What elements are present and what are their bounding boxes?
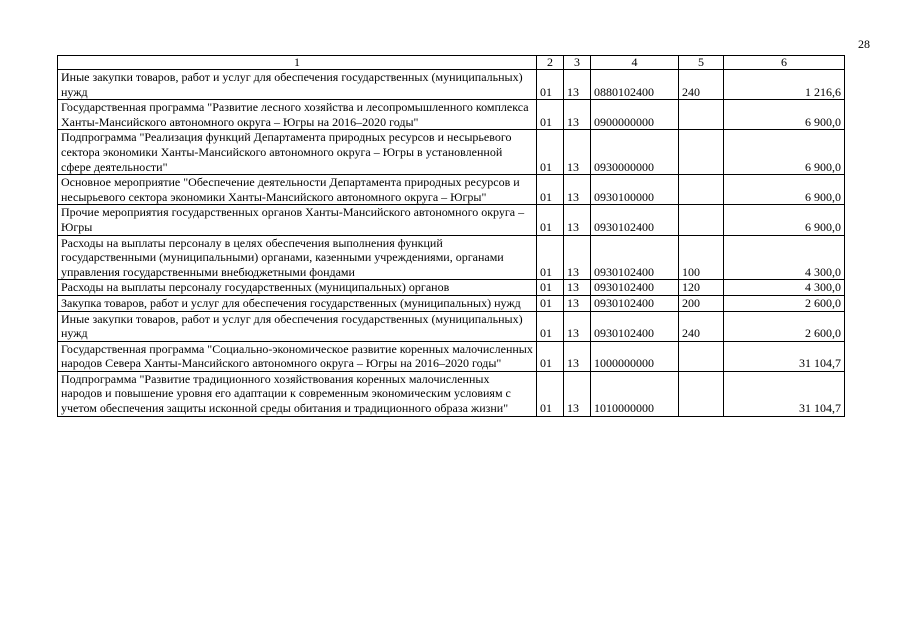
row-section: 01 [537,371,564,416]
row-name: Основное мероприятие "Обеспечение деятельности Департамента природных ресурсов и несырьевого сектора экономики Ханты-Мансийского автономного округа – Югры" [58,175,537,205]
row-amount: 6 900,0 [724,130,845,175]
row-name: Прочие мероприятия государственных органов Ханты-Мансийского автономного округа – Югры [58,205,537,235]
row-expense-type [679,341,724,371]
row-expense-type [679,175,724,205]
row-amount: 6 900,0 [724,175,845,205]
row-name: Иные закупки товаров, работ и услуг для обеспечения государственных (муниципальных) нужд [58,311,537,341]
row-amount: 6 900,0 [724,205,845,235]
row-subsection: 13 [564,235,591,280]
row-subsection: 13 [564,175,591,205]
table-row [58,175,845,205]
row-expense-type: 200 [679,295,724,311]
row-amount: 31 104,7 [724,371,845,416]
row-subsection: 13 [564,341,591,371]
row-target: 0930000000 [591,130,679,175]
table-row [58,100,845,130]
row-subsection: 13 [564,205,591,235]
table-row [58,205,845,235]
row-amount: 6 900,0 [724,100,845,130]
row-section: 01 [537,280,564,296]
header-row [58,56,845,70]
row-amount: 31 104,7 [724,341,845,371]
row-name: Расходы на выплаты персоналу в целях обеспечения выполнения функций государственными (муниципальными) органами, казенными учреждениями, органами управления государственными внебюджетными фондами [58,235,537,280]
row-name: Подпрограмма "Реализация функций Департамента природных ресурсов и несырьевого сектора экономики Ханты-Мансийского автономного округа – Югры в установленной сфере деятельности" [58,130,537,175]
row-amount: 2 600,0 [724,311,845,341]
row-subsection: 13 [564,70,591,100]
row-amount: 4 300,0 [724,235,845,280]
row-section: 01 [537,341,564,371]
header-cell-subsection: 3 [564,56,591,70]
row-subsection: 13 [564,295,591,311]
row-target: 0930102400 [591,295,679,311]
row-expense-type: 240 [679,311,724,341]
row-expense-type: 120 [679,280,724,296]
row-subsection: 13 [564,130,591,175]
row-section: 01 [537,235,564,280]
row-expense-type: 240 [679,70,724,100]
page-number: 28 [858,37,870,51]
header-cell-expense-type: 5 [679,56,724,70]
row-subsection: 13 [564,280,591,296]
table-row [58,341,845,371]
row-target: 0930102400 [591,311,679,341]
budget-table [57,55,845,417]
table-row [58,235,845,280]
row-name: Закупка товаров, работ и услуг для обеспечения государственных (муниципальных) нужд [58,295,537,311]
header-cell-amount: 6 [724,56,845,70]
header-cell-name: 1 [58,56,537,70]
header-cell-target: 4 [591,56,679,70]
table-header [58,56,845,70]
table-body [58,70,845,417]
row-section: 01 [537,130,564,175]
row-expense-type [679,371,724,416]
row-subsection: 13 [564,311,591,341]
row-expense-type [679,130,724,175]
row-target: 0930102400 [591,205,679,235]
row-amount: 1 216,6 [724,70,845,100]
row-name: Государственная программа "Социально-экономическое развитие коренных малочисленных народов Севера Ханты-Мансийского автономного округа – Югры на 2016–2020 годы" [58,341,537,371]
row-name: Расходы на выплаты персоналу государственных (муниципальных) органов [58,280,537,296]
table-row [58,130,845,175]
table-row [58,70,845,100]
row-section: 01 [537,295,564,311]
row-name: Иные закупки товаров, работ и услуг для обеспечения государственных (муниципальных) нужд [58,70,537,100]
row-target: 0900000000 [591,100,679,130]
row-expense-type [679,205,724,235]
row-expense-type [679,100,724,130]
row-section: 01 [537,311,564,341]
row-section: 01 [537,100,564,130]
row-target: 1000000000 [591,341,679,371]
row-amount: 2 600,0 [724,295,845,311]
row-target: 0930102400 [591,235,679,280]
row-target: 0930102400 [591,280,679,296]
table-row [58,295,845,311]
row-name: Государственная программа "Развитие лесного хозяйства и лесопромышленного комплекса Ханты-Мансийского автономного округа – Югры на 2016–2020 годы" [58,100,537,130]
row-amount: 4 300,0 [724,280,845,296]
row-expense-type: 100 [679,235,724,280]
row-name: Подпрограмма "Развитие традиционного хозяйствования коренных малочисленных народов и повышение уровня его адаптации к современным экономическим условиям с учетом обеспечения защиты исконной среды обитания и традиционного образа жизни" [58,371,537,416]
table-row [58,311,845,341]
row-section: 01 [537,205,564,235]
row-target: 1010000000 [591,371,679,416]
row-section: 01 [537,70,564,100]
table-row [58,280,845,296]
header-cell-section: 2 [537,56,564,70]
table-row [58,371,845,416]
row-target: 0880102400 [591,70,679,100]
row-subsection: 13 [564,100,591,130]
row-subsection: 13 [564,371,591,416]
row-section: 01 [537,175,564,205]
row-target: 0930100000 [591,175,679,205]
